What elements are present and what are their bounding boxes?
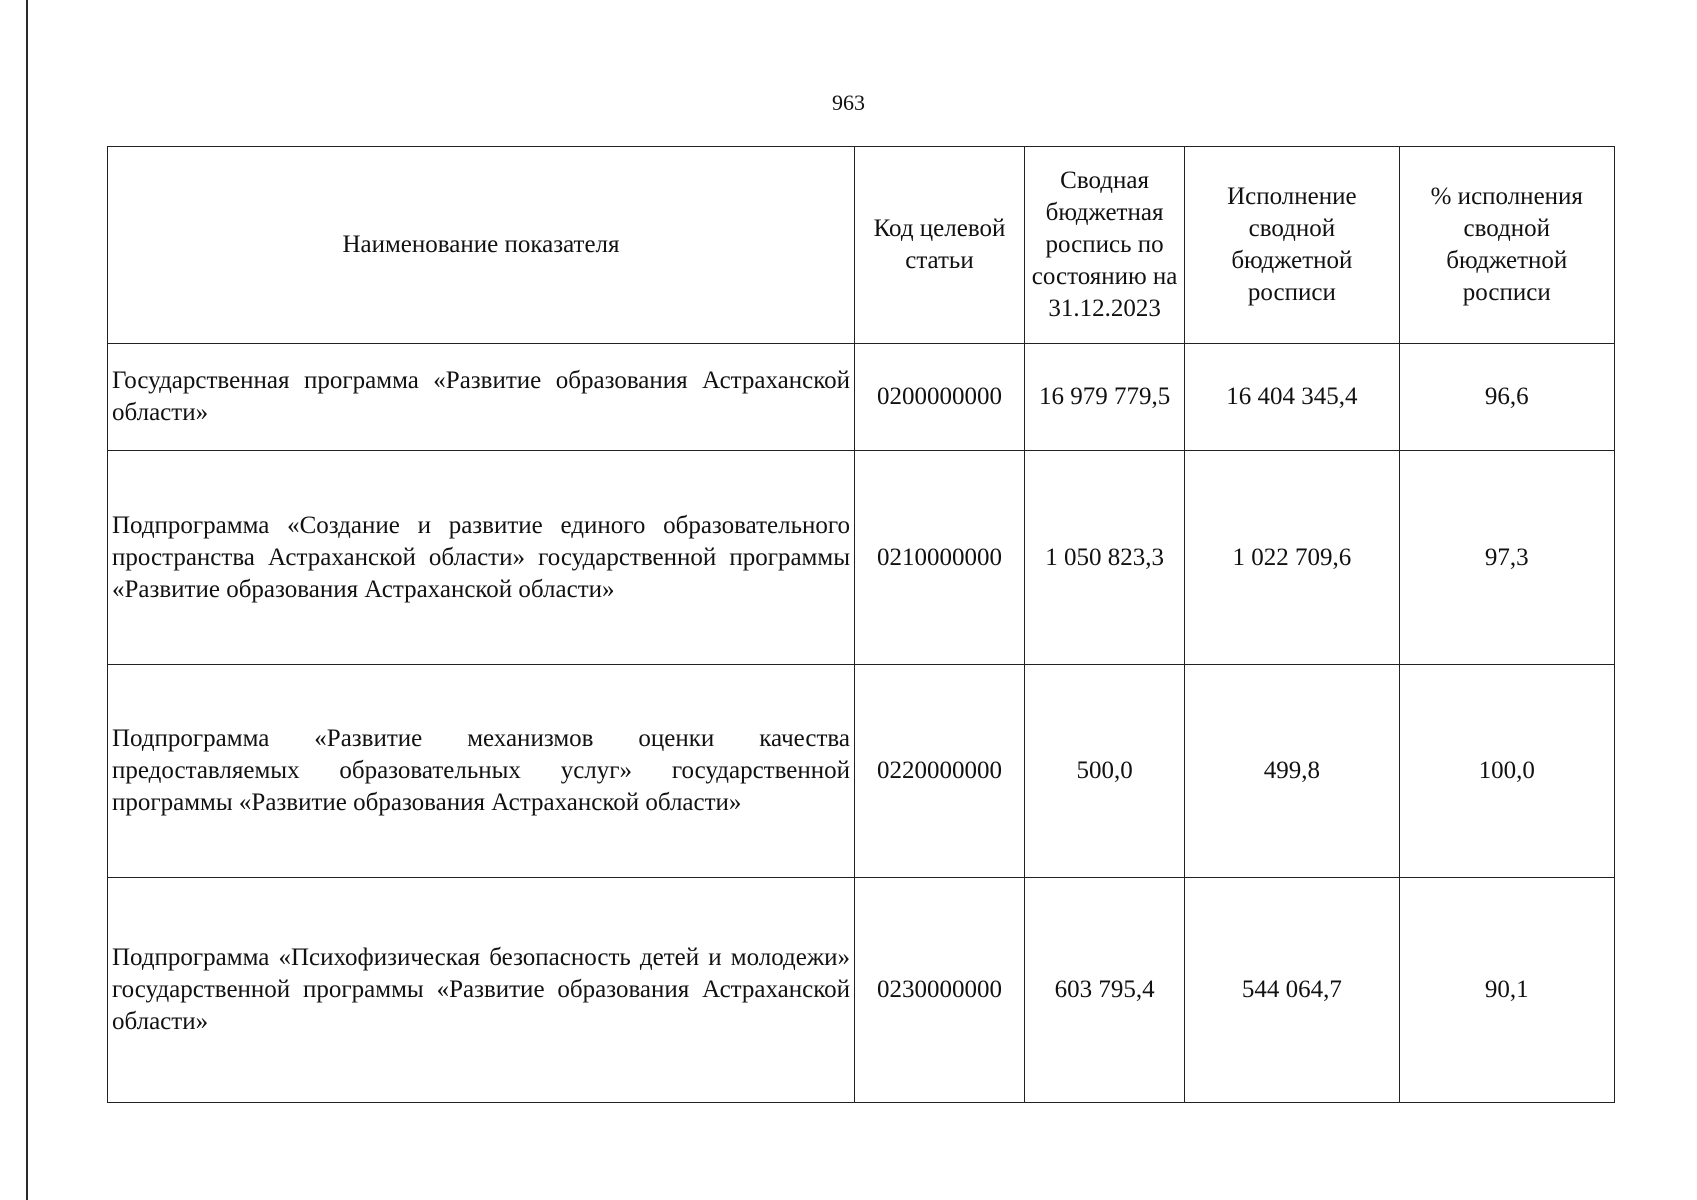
execution-percent-cell: 90,1	[1399, 878, 1614, 1103]
budget-execution-cell: 499,8	[1185, 665, 1399, 878]
header-indicator-name: Наименование показателя	[108, 147, 855, 344]
indicator-name-cell: Государственная программа «Развитие образования Астраханской области»	[108, 344, 855, 451]
header-budget-execution: Исполнение сводной бюджетной росписи	[1185, 147, 1399, 344]
table-row	[108, 878, 1615, 1103]
scan-edge-line	[26, 0, 28, 1200]
execution-percent-cell: 97,3	[1399, 451, 1614, 665]
target-code-cell: 0210000000	[855, 451, 1025, 665]
target-code-cell: 0220000000	[855, 665, 1025, 878]
indicator-name-cell: Подпрограмма «Создание и развитие единого образовательного пространства Астраханской области» государственной программы «Развитие образования Астраханской области»	[108, 451, 855, 665]
target-code-cell: 0200000000	[855, 344, 1025, 451]
header-execution-percent: % исполнения сводной бюджетной росписи	[1399, 147, 1614, 344]
indicator-name-cell: Подпрограмма «Развитие механизмов оценки качества предоставляемых образовательных услуг» государственной программы «Развитие образования Астраханской области»	[108, 665, 855, 878]
header-target-code: Код целевой статьи	[855, 147, 1025, 344]
target-code-cell: 0230000000	[855, 878, 1025, 1103]
table-row	[108, 665, 1615, 878]
budget-execution-cell: 544 064,7	[1185, 878, 1399, 1103]
page-number: 963	[832, 90, 865, 115]
budget-plan-cell: 1 050 823,3	[1024, 451, 1184, 665]
table-row	[108, 451, 1615, 665]
budget-execution-cell: 1 022 709,6	[1185, 451, 1399, 665]
budget-plan-cell: 603 795,4	[1024, 878, 1184, 1103]
table-row	[108, 344, 1615, 451]
table-header-row	[108, 147, 1615, 344]
execution-percent-cell: 96,6	[1399, 344, 1614, 451]
budget-execution-table	[107, 146, 1615, 1103]
budget-plan-cell: 500,0	[1024, 665, 1184, 878]
header-budget-plan: Сводная бюджетная роспись по состоянию на 31.12.2023	[1024, 147, 1184, 344]
indicator-name-cell: Подпрограмма «Психофизическая безопасность детей и молодежи» государственной программы «Развитие образования Астраханской области»	[108, 878, 855, 1103]
budget-execution-cell: 16 404 345,4	[1185, 344, 1399, 451]
execution-percent-cell: 100,0	[1399, 665, 1614, 878]
budget-plan-cell: 16 979 779,5	[1024, 344, 1184, 451]
